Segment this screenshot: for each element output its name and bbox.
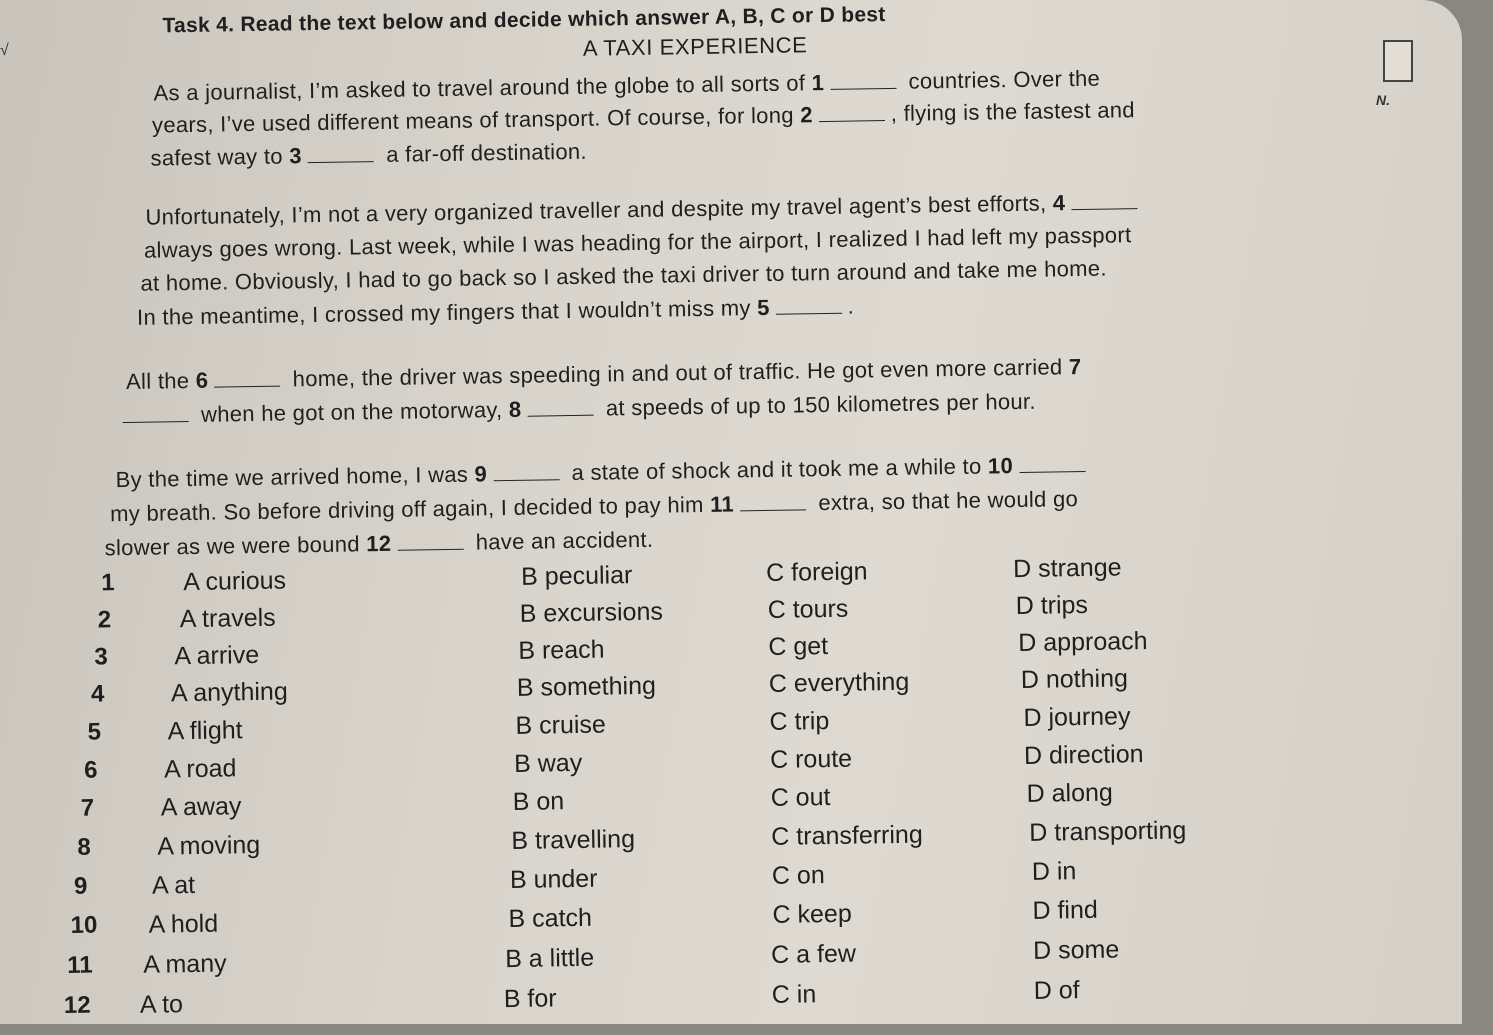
gap-number: 8	[508, 396, 522, 422]
p3-line2	[122, 389, 1036, 429]
gap-number: 11	[709, 491, 735, 517]
margin-note: N.	[1376, 92, 1390, 108]
margin-check-mark: √	[0, 42, 9, 59]
option-d[interactable]: D journey	[1023, 702, 1131, 732]
task-heading: Task 4. Read the text below and decide which answer A, B, C or D best	[162, 3, 886, 38]
gap-number: 7	[1068, 353, 1082, 380]
option-a[interactable]: A curious	[183, 566, 287, 597]
option-a[interactable]: A flight	[167, 716, 243, 746]
question-number: 6	[83, 756, 98, 784]
gap-blank	[308, 147, 374, 163]
question-number: 1	[101, 569, 115, 597]
gap-number: 12	[366, 530, 392, 557]
gap-number: 4	[1052, 190, 1066, 216]
question-number: 7	[80, 794, 95, 822]
option-d[interactable]: D direction	[1023, 740, 1144, 770]
option-a[interactable]: A away	[160, 792, 242, 822]
option-d[interactable]: D trips	[1015, 590, 1089, 621]
option-a[interactable]: A arrive	[174, 640, 260, 671]
question-number: 3	[94, 643, 108, 671]
gap-blank	[1071, 194, 1137, 210]
option-b[interactable]: B something	[516, 671, 657, 702]
text-segment: .	[847, 293, 855, 319]
gap-blank	[1019, 457, 1085, 473]
option-b[interactable]: B under	[509, 864, 598, 895]
text-segment: slower as we were bound	[104, 531, 360, 561]
option-c[interactable]: C route	[769, 744, 853, 774]
option-d[interactable]: D transporting	[1029, 816, 1187, 847]
gap-number: 1	[811, 70, 825, 96]
text-segment: years, I’ve used different means of transport. Of course, for long	[151, 102, 794, 138]
question-number: 4	[90, 680, 105, 708]
option-c[interactable]: C transferring	[771, 820, 923, 851]
text-segment: have an accident.	[475, 526, 654, 555]
gap-blank	[819, 106, 885, 122]
option-b[interactable]: B way	[513, 748, 583, 778]
gap-number: 3	[289, 143, 303, 169]
option-c[interactable]: C on	[771, 861, 825, 890]
text-segment: a state of shock and it took me a while to	[571, 453, 982, 486]
option-b[interactable]: B catch	[508, 903, 593, 934]
p2-line3: at home. Obviously, I had to go back so I asked the taxi driver to turn around and take me home.	[140, 255, 1107, 296]
option-a[interactable]: A travels	[179, 603, 276, 634]
text-segment: , flying is the fastest and	[890, 97, 1136, 126]
text-segment: my breath. So before driving off again, I decided to pay him	[109, 491, 704, 527]
gap-number: 2	[800, 102, 813, 128]
option-c[interactable]: C foreign	[765, 557, 868, 587]
text-segment: safest way to	[150, 143, 284, 171]
gap-blank	[740, 495, 806, 511]
gap-blank	[527, 401, 593, 417]
p4-line2	[110, 486, 1078, 527]
option-a[interactable]: A hold	[148, 909, 219, 939]
option-b[interactable]: B travelling	[511, 825, 636, 856]
option-b[interactable]: B for	[503, 984, 557, 1014]
p3-line1	[126, 354, 1082, 395]
gap-number: 5	[756, 294, 770, 321]
p4-line1	[115, 452, 1091, 493]
option-b[interactable]: B peculiar	[520, 561, 633, 591]
option-c[interactable]: C tours	[767, 594, 849, 624]
question-number: 11	[67, 951, 93, 979]
passage-title: A TAXI EXPERIENCE	[582, 32, 808, 61]
text-segment: a far-off destination.	[386, 138, 588, 167]
option-a[interactable]: A anything	[170, 677, 288, 708]
option-a[interactable]: A moving	[157, 830, 261, 861]
gap-blank	[122, 407, 188, 423]
option-d[interactable]: D strange	[1012, 553, 1122, 584]
option-c[interactable]: C out	[770, 782, 831, 812]
option-d[interactable]: D approach	[1018, 626, 1148, 658]
option-b[interactable]: B a little	[504, 943, 595, 974]
p2-line4	[137, 294, 854, 331]
option-d[interactable]: D nothing	[1020, 664, 1129, 694]
gap-number: 10	[987, 453, 1014, 479]
text-segment: when he got on the motorway,	[200, 397, 503, 427]
option-c[interactable]: C trip	[769, 706, 830, 736]
text-segment: By the time we arrived home, I was	[115, 461, 469, 493]
option-b[interactable]: B excursions	[519, 597, 664, 628]
gap-number: 6	[195, 367, 209, 393]
option-b[interactable]: B on	[512, 787, 565, 816]
option-c[interactable]: C in	[771, 980, 817, 1009]
question-number: 12	[63, 991, 91, 1020]
question-number: 9	[73, 872, 88, 900]
question-number: 10	[70, 911, 98, 939]
question-number: 8	[77, 833, 91, 861]
gap-blank	[830, 74, 896, 90]
gap-blank	[397, 535, 463, 551]
option-c[interactable]: C everything	[768, 667, 910, 698]
option-a[interactable]: A to	[139, 990, 184, 1019]
option-d[interactable]: D of	[1033, 976, 1080, 1005]
option-a[interactable]: A road	[163, 754, 237, 784]
option-d[interactable]: D some	[1032, 935, 1120, 965]
option-b[interactable]: B cruise	[515, 710, 607, 740]
gap-blank	[214, 372, 280, 388]
option-d[interactable]: D find	[1032, 895, 1099, 925]
option-a[interactable]: A many	[143, 949, 227, 979]
option-a[interactable]: A at	[151, 870, 196, 900]
option-c[interactable]: C get	[768, 632, 829, 661]
text-segment: countries. Over the	[908, 65, 1101, 94]
gap-blank	[776, 299, 842, 315]
text-segment: home, the driver was speeding in and out of traffic. He got even more carried	[292, 354, 1063, 392]
p2-line2: always goes wrong. Last week, while I was heading for the airport, I realized I had left my passport	[143, 222, 1132, 263]
text-segment: extra, so that he would go	[818, 486, 1079, 516]
text-segment: In the meantime, I crossed my fingers that I wouldn’t miss my	[136, 295, 751, 330]
text-segment: As a journalist, I’m asked to travel around the globe to all sorts of	[153, 70, 806, 106]
p4-line3	[104, 527, 653, 562]
text-segment: Unfortunately, I’m not a very organized traveller and despite my travel agent’s best efforts,	[145, 190, 1047, 230]
option-c[interactable]: C a few	[770, 939, 857, 969]
gap-blank	[493, 465, 559, 481]
text-segment: at speeds of up to 150 kilometres per hour.	[605, 388, 1036, 421]
p1-line3	[150, 139, 587, 172]
option-c[interactable]: C keep	[772, 899, 852, 929]
question-number: 5	[87, 718, 102, 746]
option-b[interactable]: B reach	[518, 635, 605, 665]
text-segment: All the	[125, 368, 190, 394]
gap-number: 9	[474, 461, 488, 487]
option-d[interactable]: D along	[1026, 778, 1114, 808]
question-number: 2	[97, 606, 112, 634]
option-d[interactable]: D in	[1031, 857, 1077, 886]
